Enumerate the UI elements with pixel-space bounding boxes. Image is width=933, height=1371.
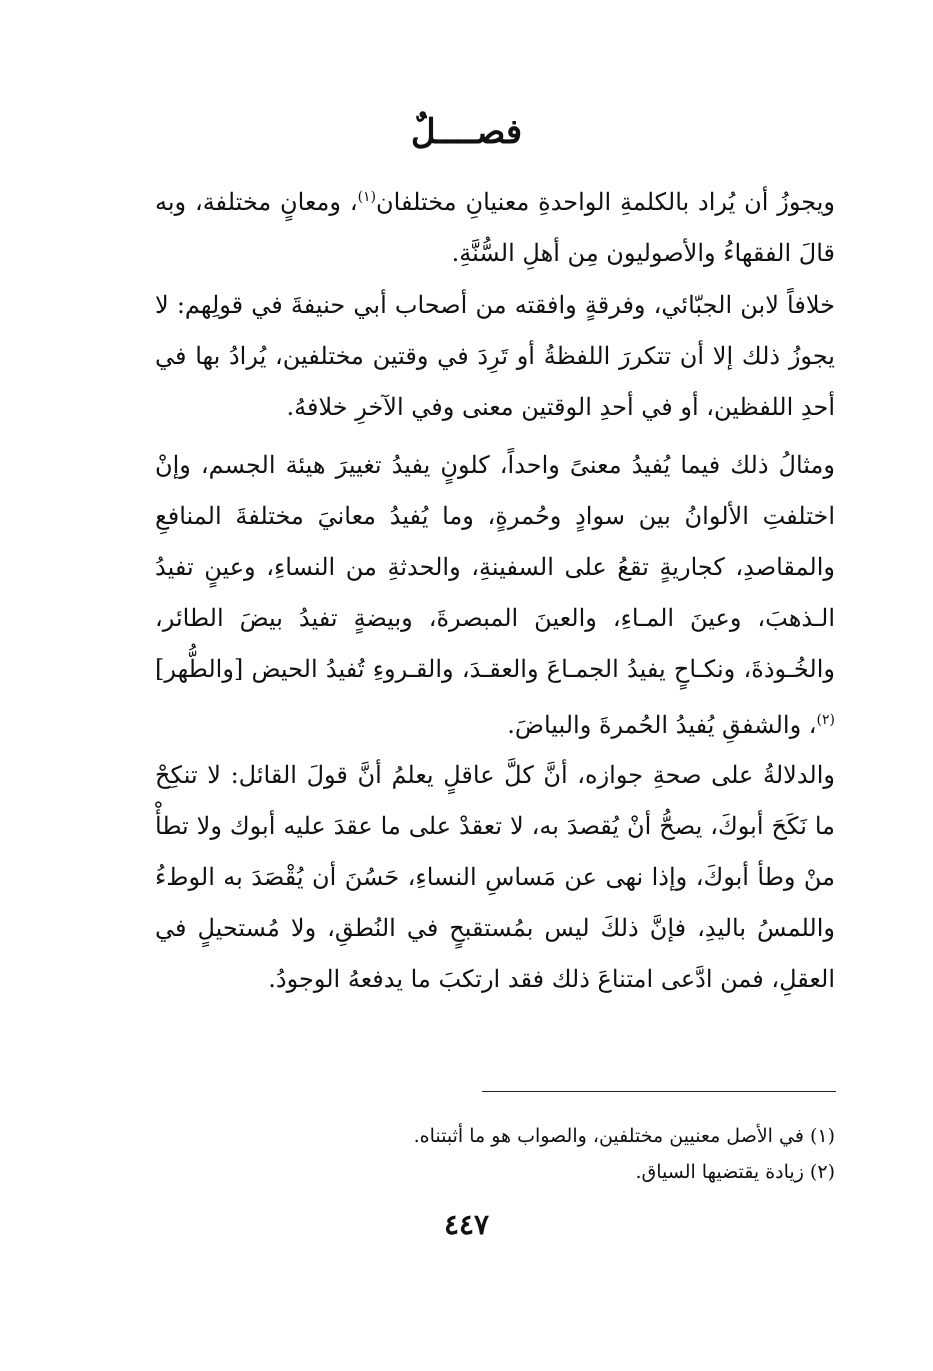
- paragraph-3-text-start: ومثالُ ذلك فيما يُفيدُ معنىً واحداً، كلونٍ يفيدُ تغييرَ هيئة الجسم، وإنْ اختلفتِ الألوانُ بين سوادٍ وحُمرةٍ، وما يُفيدُ معانيَ مختلفةَ المنافعِ والمقاصدِ، كجاريةٍ تقعُ على السفينةِ، والحدثةِ من النساءِ، وعينٍ تفيدُ الـذهبَ، وعينَ المـاءِ، والعينَ المبصرةَ، وبيضةٍ تفيدُ بيضَ الطائر، والخُـوذةَ، ونكـاحٍ يفيدُ الجمـاعَ والعقـدَ، والقـروءِ تُفيدُ الحيض [والطُّهر]: [155, 451, 836, 683]
- paragraph-1: [155, 172, 835, 279]
- paragraph-1-text-end: ، ومعانٍ مختلفة، وبه قالَ الفقهاءُ والأصوليون مِن أهلِ السُّنَّةِ.: [155, 188, 835, 267]
- paragraph-3-text-end: ، والشفقِ يُفيدُ الحُمرةَ والبياضَ.: [507, 711, 817, 739]
- footnote-divider: [482, 1091, 836, 1092]
- page-number: ٤٤٧: [443, 1208, 490, 1241]
- paragraph-4: والدلالةُ على صحةِ جوازه، أنَّ كلَّ عاقلٍ يعلمُ أنَّ قولَ القائل: لا تنكِحْ ما نَكَحَ أبوكَ، يصحُّ أنْ يُقصدَ به، لا تعقدْ على ما عقدَ عليه أبوك ولا تطأْ منْ وطأ أبوكَ، وإذا نهى عن مَساسِ النساءِ، حَسُنَ أن يُقْصَدَ به الوطءُ واللمسُ باليدِ، فإنَّ ذلكَ ليس بمُستقبحٍ في النُطقِ، ولا مُستحيلٍ في العقلِ، فمن ادَّعى امتناعَ ذلك فقد ارتكبَ ما يدفعهُ الوجودُ.: [155, 761, 836, 993]
- paragraph-2: خلافاً لابن الجبّائي، وفرقةٍ وافقته من أصحاب أبي حنيفةَ في قولِهم: لا يجوزُ ذلك إلا أن تتكررَ اللفظةُ أو تَرِدَ في وقتين مختلفين، يُرادُ بها في أحدِ اللفظين، أو في أحدِ الوقتين معنى وفي الآخرِ خلافهُ.: [155, 291, 835, 421]
- paragraph-1-text-start: ويجوزُ أن يُراد بالكلمةِ الواحدةِ معنيانِ مختلفان: [376, 188, 835, 216]
- paragraph-3: [155, 440, 835, 751]
- footnote-ref-1: (١): [357, 189, 377, 205]
- footnote-1: (١) في الأصل معنيين مختلفين، والصواب هو ما أثبتناه.: [413, 1125, 835, 1147]
- footnote-ref-2: (٢): [816, 712, 835, 728]
- footnotes: [155, 1118, 835, 1190]
- footnote-2: (٢) زيادة يقتضيها السياق.: [635, 1161, 835, 1183]
- section-title: فصــــلٌ: [410, 112, 523, 152]
